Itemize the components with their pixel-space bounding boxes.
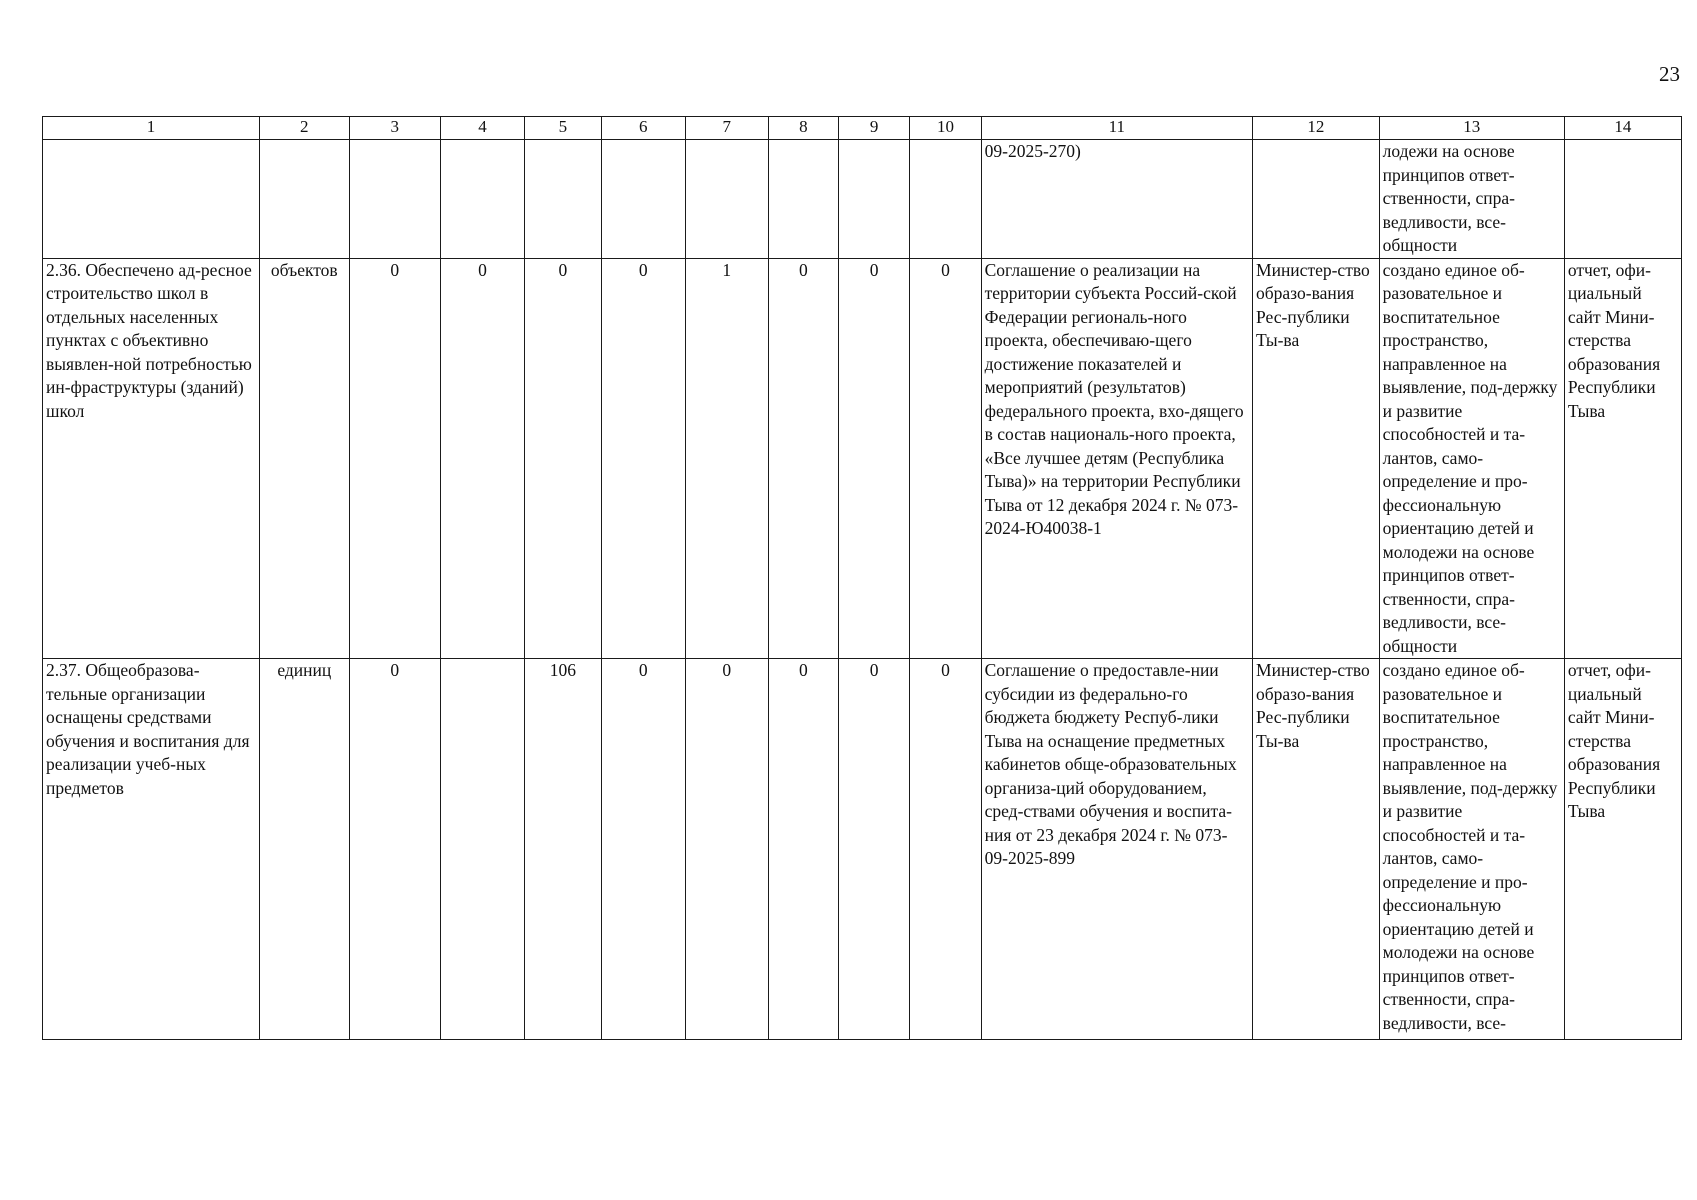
cell-empty (768, 140, 838, 259)
cell-document-ref: Соглашение о предоставле-нии субсидии из федерально-го бюджета бюджету Респуб-лики Тыва на оснащение предметных кабинетов обще-образовательных организа-ций оборудованием, сред-ствами обучения и воспита-ния от 23 декабря 2024 г. № 073-09-2025-899 (981, 659, 1252, 1040)
cell-value: 106 (525, 659, 602, 1040)
cell-value: 0 (768, 258, 838, 659)
column-header: 12 (1253, 117, 1380, 140)
column-header: 13 (1379, 117, 1564, 140)
page-number: 23 (1659, 62, 1680, 86)
cell-value: 0 (910, 659, 981, 1040)
cell-indicator: 2.37. Общеобразова-тельные организации оснащены средствами обучения и воспитания для реализации учеб-ных предметов (43, 659, 260, 1040)
cell-empty (1253, 140, 1380, 259)
cell-value: 0 (910, 258, 981, 659)
column-header: 14 (1564, 117, 1681, 140)
cell-empty (1564, 140, 1681, 259)
cell-empty (685, 140, 768, 259)
cell-document-ref: 09-2025-270) (981, 140, 1252, 259)
cell-report: отчет, офи-циальный сайт Мини-стерства образования Республики Тыва (1564, 659, 1681, 1040)
cell-empty (441, 140, 525, 259)
cell-unit: объектов (260, 258, 349, 659)
cell-value: 0 (349, 659, 441, 1040)
cell-value: 0 (839, 659, 910, 1040)
cell-empty (43, 140, 260, 259)
cell-value: 0 (768, 659, 838, 1040)
cell-unit: единиц (260, 659, 349, 1040)
column-header: 8 (768, 117, 838, 140)
column-header: 2 (260, 117, 349, 140)
cell-value: 0 (441, 258, 525, 659)
cell-value: 0 (839, 258, 910, 659)
cell-document-ref: Соглашение о реализации на территории субъекта Россий-ской Федерации региональ-ного проекта, обеспечиваю-щего достижение показателей и мероприятий (результатов) федерального проекта, вхо-дящего в состав националь-ного проекта, «Все лучшее детям (Республика Тыва)» на территории Республики Тыва от 12 декабря 2024 г. № 073-2024-Ю40038-1 (981, 258, 1252, 659)
cell-empty (525, 140, 602, 259)
column-header: 4 (441, 117, 525, 140)
cell-empty (601, 140, 685, 259)
cell-value: 0 (601, 659, 685, 1040)
cell-responsible: Министер-ство образо-вания Рес-публики Ты-ва (1253, 258, 1380, 659)
cell-empty (260, 140, 349, 259)
table-row (43, 659, 1682, 1040)
column-header: 3 (349, 117, 441, 140)
cell-empty (349, 140, 441, 259)
table-header (43, 117, 1682, 140)
cell-result: создано единое об-разовательное и воспитательное пространство, направленное на выявление, под-держку и развитие способностей и та-лантов, само-определение и про-фессиональную ориентацию детей и молодежи на основе принципов ответ-ственности, спра-ведливости, все-общности (1379, 258, 1564, 659)
cell-result: создано единое об-разовательное и воспитательное пространство, направленное на выявление, под-держку и развитие способностей и та-лантов, само-определение и про-фессиональную ориентацию детей и молодежи на основе принципов ответ-ственности, спра-ведливости, все- (1379, 659, 1564, 1040)
cell-result: лодежи на основе принципов ответ-ственности, спра-ведливости, все-общности (1379, 140, 1564, 259)
cell-value: 1 (685, 258, 768, 659)
cell-value: 0 (349, 258, 441, 659)
table-row-continuation (43, 140, 1682, 259)
cell-empty (839, 140, 910, 259)
column-header: 7 (685, 117, 768, 140)
column-header: 1 (43, 117, 260, 140)
cell-responsible: Министер-ство образо-вания Рес-публики Ты-ва (1253, 659, 1380, 1040)
column-header: 6 (601, 117, 685, 140)
column-header: 5 (525, 117, 602, 140)
cell-value: 0 (685, 659, 768, 1040)
column-header: 11 (981, 117, 1252, 140)
cell-indicator: 2.36. Обеспечено ад-ресное строительство школ в отдельных населенных пунктах с объективно выявлен-ной потребностью ин-фраструктуры (зданий) школ (43, 258, 260, 659)
table-row (43, 258, 1682, 659)
column-header: 9 (839, 117, 910, 140)
column-header: 10 (910, 117, 981, 140)
indicators-table (42, 116, 1682, 1040)
cell-value: 0 (525, 258, 602, 659)
cell-empty (910, 140, 981, 259)
cell-value: 0 (601, 258, 685, 659)
cell-value (441, 659, 525, 1040)
cell-report: отчет, офи-циальный сайт Мини-стерства образования Республики Тыва (1564, 258, 1681, 659)
